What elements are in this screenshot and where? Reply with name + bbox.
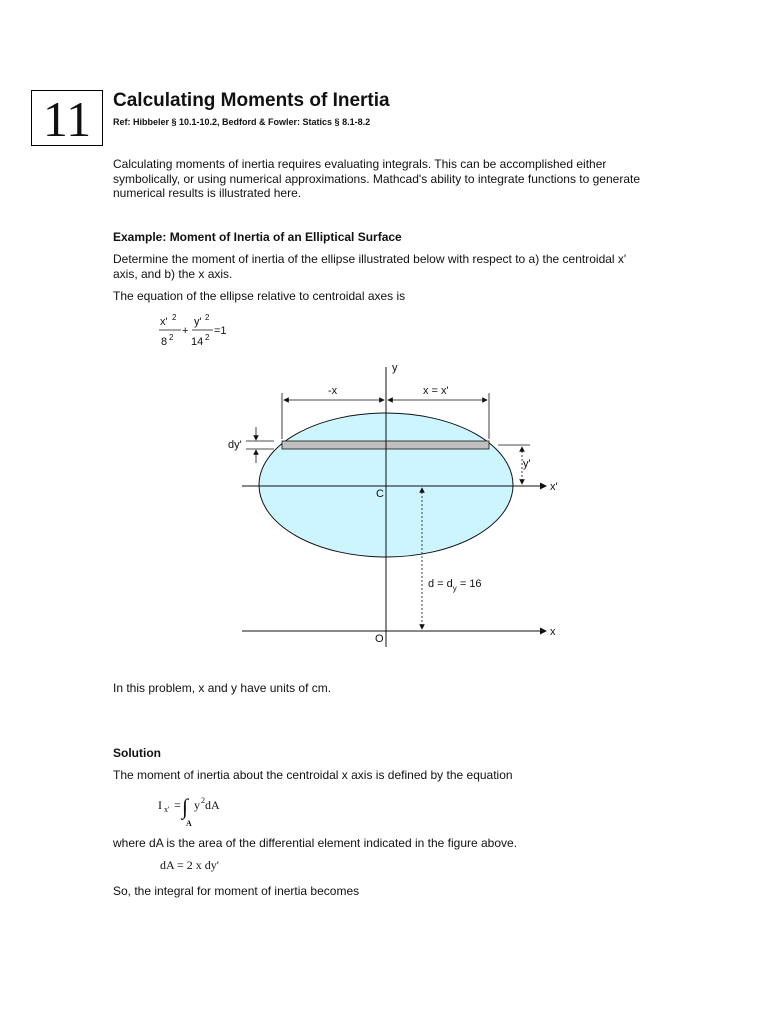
label-yprime: y': [523, 458, 531, 470]
eq-den1: 8: [161, 336, 168, 348]
units-note: In this problem, x and y have units of cm.: [113, 681, 332, 695]
chapter-number-box: 11: [31, 90, 103, 146]
eq1-dA: dA: [205, 798, 220, 812]
ellipse-figure: [220, 355, 580, 655]
eq-exp-den2: 2: [205, 333, 210, 342]
label-d: $d = d_y = 16$: [428, 578, 482, 593]
eq-exp-den1: 2: [169, 333, 174, 342]
label-x-equals: x = x': [423, 385, 449, 397]
label-centroid: C: [376, 488, 384, 500]
dA-equation: dA = 2 x dy': [160, 858, 219, 872]
eq1-sub: x': [164, 805, 170, 814]
so-text: So, the integral for moment of inertia becomes: [113, 884, 360, 898]
label-x: x: [550, 626, 556, 638]
label-origin: O: [375, 633, 384, 645]
intro-line-1: Calculating moments of inertia requires evaluating integrals. This can be accomplished either: [113, 157, 607, 171]
solution-heading: Solution: [113, 746, 161, 760]
eq1-I: I: [158, 798, 162, 812]
example-paragraph: [113, 252, 673, 281]
intro-line-2: symbolically, or using numerical approximations. Mathcad's ability to integrate functions to generate: [113, 171, 640, 186]
intro-paragraph: [113, 157, 673, 201]
example-line-2: axis, and b) the x axis.: [113, 266, 233, 281]
label-xprime: x': [550, 481, 558, 493]
eq1-lower-limit: A: [186, 819, 192, 828]
moment-of-inertia-equation: [152, 790, 272, 830]
eq-plus: +: [182, 325, 189, 337]
example-heading: Example: Moment of Inertia of an Elliptical Surface: [113, 230, 402, 244]
equation-intro: The equation of the ellipse relative to centroidal axes is: [113, 289, 406, 303]
eq1-exp: 2: [201, 796, 205, 805]
eq1-y: y: [194, 798, 200, 812]
label-y: y: [392, 362, 398, 374]
integral-icon: ∫: [182, 794, 189, 819]
label-minus-x: -x: [328, 385, 338, 397]
where-text: where dA is the area of the differential element indicated in the figure above.: [113, 836, 518, 850]
eq-exp-num2: 2: [205, 313, 210, 322]
eq-num1: x': [160, 316, 168, 328]
eq-num2: y': [194, 316, 202, 328]
label-dy: dy': [228, 439, 242, 451]
eq-rhs: =1: [214, 325, 227, 337]
intro-line-3: numerical results is illustrated here.: [113, 186, 302, 200]
ellipse-equation: [150, 310, 250, 352]
solution-intro: The moment of inertia about the centroidal x axis is defined by the equation: [113, 768, 513, 782]
example-line-1: Determine the moment of inertia of the ellipse illustrated below with respect to a) the centroidal x': [113, 252, 627, 266]
page-title: Calculating Moments of Inertia: [113, 90, 390, 111]
eq-exp-num1: 2: [172, 313, 177, 322]
reference-line: Ref: Hibbeler § 10.1-10.2, Bedford & Fowler: Statics § 8.1-8.2: [113, 117, 371, 127]
eq1-equals: =: [174, 798, 181, 812]
eq-den2: 14: [191, 336, 204, 348]
